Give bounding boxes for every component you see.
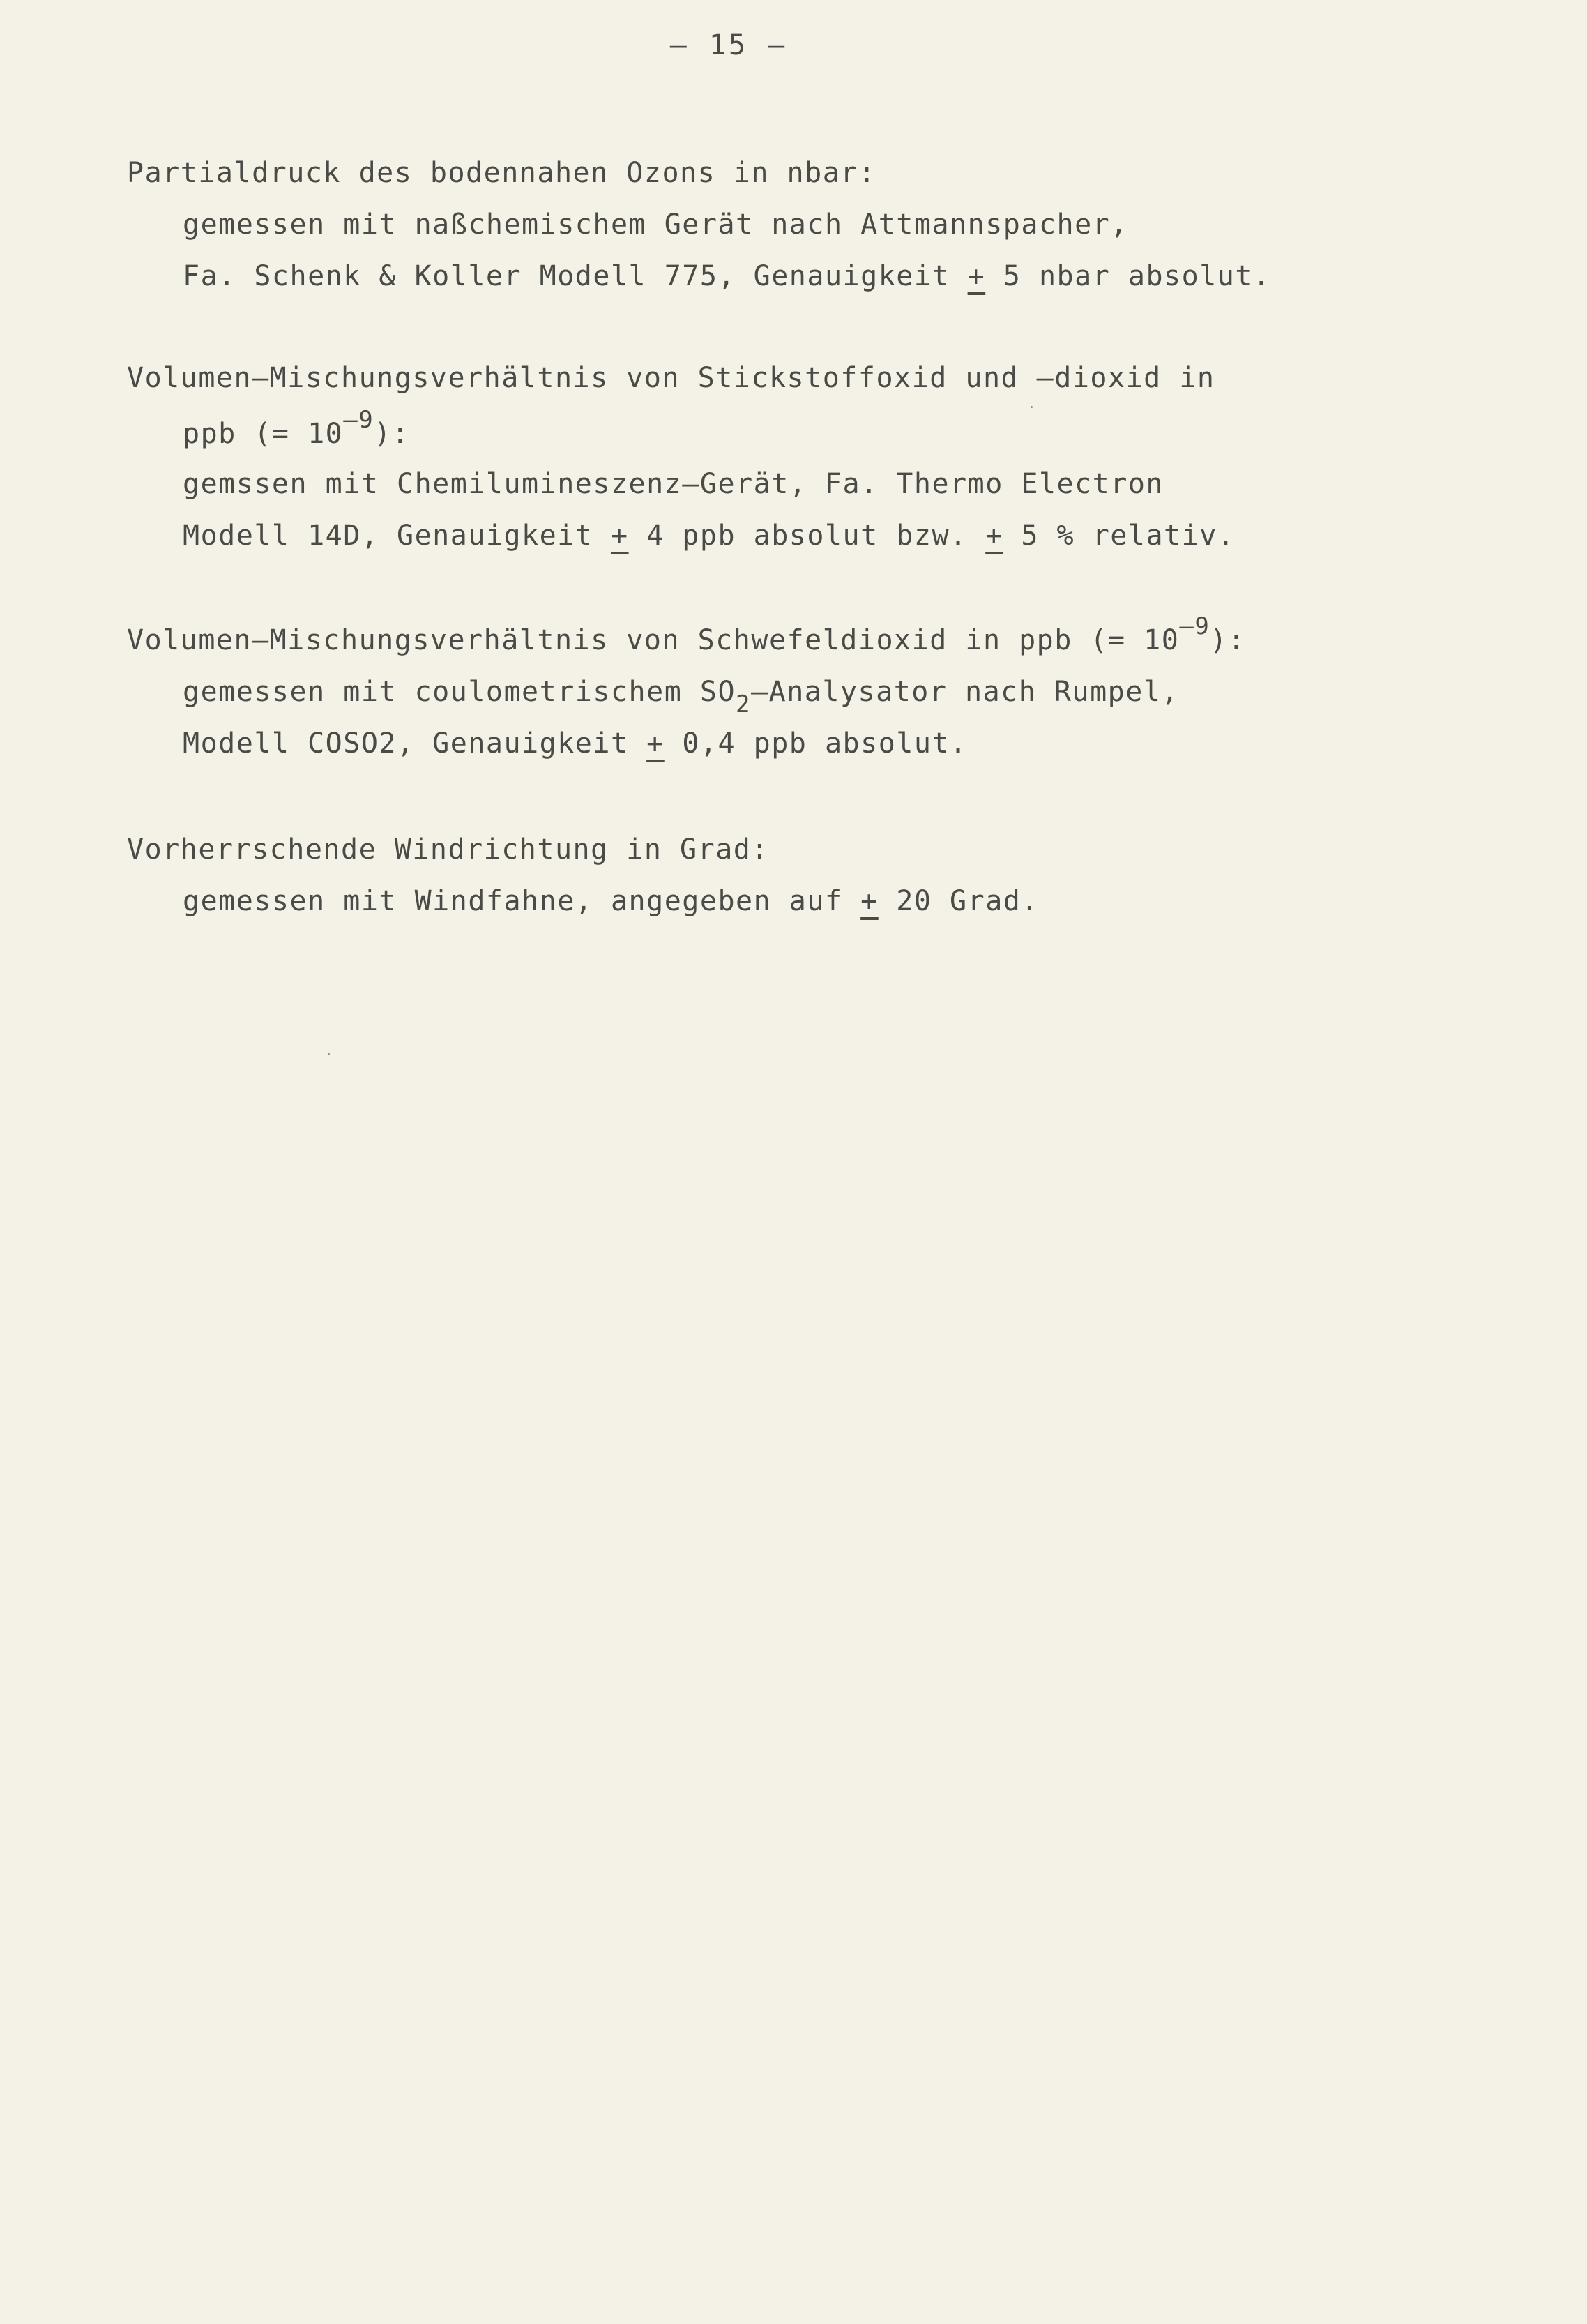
plus-minus-sign: + — [646, 727, 665, 760]
section-so2-line-1-b: –Analysator nach Rumpel, — [751, 676, 1179, 708]
section-so2-heading — [127, 612, 1246, 656]
section-nox-line-2: Modell 14D, Genauigkeit + 4 ppb absolut bzw. + 5 % relativ. — [183, 520, 1236, 552]
section-nox-exponent: –9 — [343, 406, 374, 434]
section-nox-line-1: gemssen mit Chemilumineszenz–Gerät, Fa. Thermo Electron — [183, 468, 1164, 500]
plus-minus-sign: + — [610, 520, 629, 552]
section-wind-heading: Vorherrschende Windrichtung in Grad: — [127, 833, 769, 866]
section-so2-heading-b: ): — [1210, 624, 1246, 656]
section-nox-unit-b: ): — [374, 418, 410, 450]
scan-speck — [1031, 406, 1033, 408]
section-so2-line-2: Modell COSO2, Genauigkeit + 0,4 ppb absolut. — [183, 727, 968, 760]
section-ozone-line-2: Fa. Schenk & Koller Modell 775, Genauigkeit + 5 nbar absolut. — [183, 260, 1271, 292]
section-nox-heading-cont — [183, 406, 410, 450]
plus-minus-sign: + — [967, 260, 986, 292]
scan-speck — [328, 1053, 330, 1055]
plus-minus-sign: + — [860, 885, 879, 917]
section-ozone-heading: Partialdruck des bodennahen Ozons in nbar: — [127, 157, 876, 189]
section-nox-heading: Volumen–Mischungsverhältnis von Stickstoffoxid und –dioxid in — [127, 362, 1215, 394]
section-wind-line-1: gemessen mit Windfahne, angegeben auf + 20 Grad. — [183, 885, 1039, 917]
section-ozone-line-1: gemessen mit naßchemischem Gerät nach Attmannspacher, — [183, 209, 1128, 241]
page-number: – 15 – — [669, 29, 788, 61]
section-so2-line-1-a: gemessen mit coulometrischem SO — [183, 676, 736, 708]
section-so2-exponent: –9 — [1179, 612, 1210, 640]
section-nox-unit-a: ppb (= 10 — [183, 418, 344, 450]
section-so2-line-1 — [183, 676, 1179, 718]
section-so2-heading-a: Volumen–Mischungsverhältnis von Schwefeldioxid in ppb (= 10 — [127, 624, 1180, 656]
plus-minus-sign: + — [985, 520, 1003, 552]
section-so2-subscript: 2 — [736, 691, 752, 718]
